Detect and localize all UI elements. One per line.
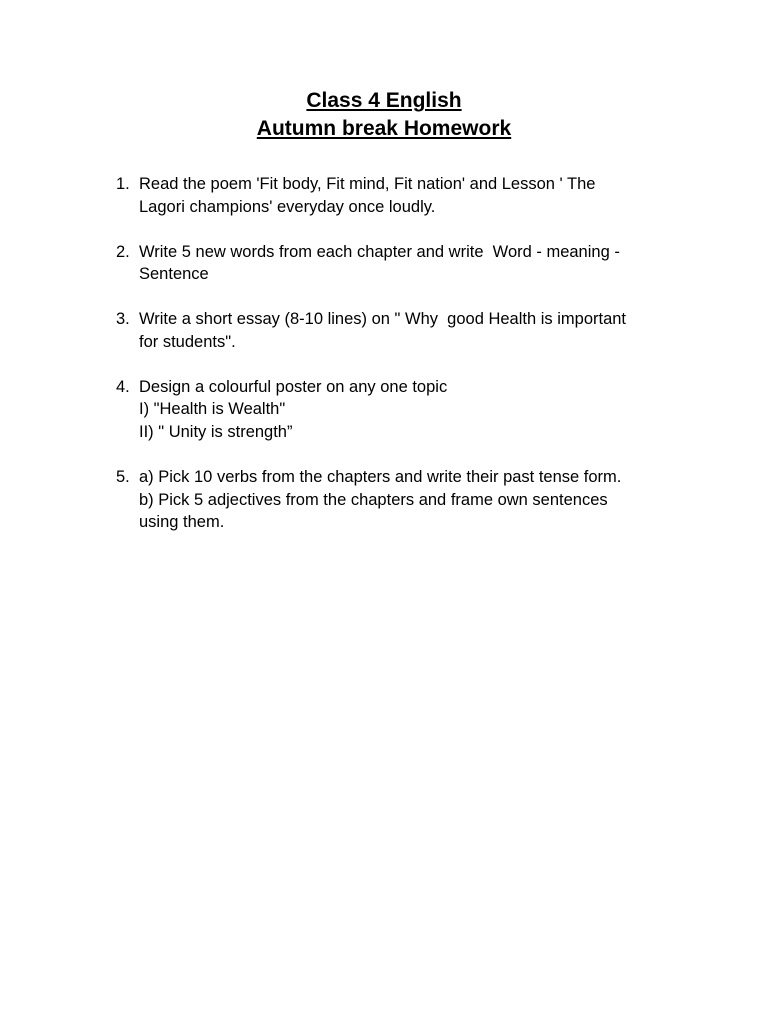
- item-text-line: Read the poem 'Fit body, Fit mind, Fit nation' and Lesson ' The: [139, 175, 596, 193]
- item-number: 2.: [116, 242, 130, 261]
- item-number: 3.: [116, 310, 130, 329]
- item-text-line: Design a colourful poster on any one topic: [139, 377, 448, 396]
- item-text-line: II) " Unity is strength”: [139, 422, 293, 441]
- item-number: 1.: [116, 175, 130, 193]
- item-text-line: Write 5 new words from each chapter and write Word - meaning -: [139, 242, 620, 261]
- title-class: Class 4 English: [306, 89, 462, 112]
- document-title: [0, 87, 768, 143]
- homework-list: [116, 173, 686, 556]
- item-text-line: a) Pick 10 verbs from the chapters and write their past tense form.: [139, 467, 622, 486]
- item-text-line: using them.: [139, 513, 225, 532]
- item-number: 5.: [116, 467, 130, 486]
- item-text-line: b) Pick 5 adjectives from the chapters and frame own sentences: [139, 490, 608, 509]
- item-text-line: Sentence: [139, 265, 209, 284]
- list-item: [116, 308, 686, 353]
- item-text-line: Write a short essay (8-10 lines) on " Why good Health is important: [139, 310, 627, 329]
- list-item: [116, 241, 686, 286]
- item-text-line: Lagori champions' everyday once loudly.: [139, 197, 436, 216]
- list-item: [116, 466, 686, 534]
- item-number: 4.: [116, 377, 130, 396]
- title-homework: Autumn break Homework: [256, 117, 512, 140]
- item-text-line: for students".: [139, 332, 236, 351]
- list-item: [116, 376, 686, 444]
- list-item: [116, 173, 686, 218]
- item-text-line: I) "Health is Wealth": [139, 400, 286, 419]
